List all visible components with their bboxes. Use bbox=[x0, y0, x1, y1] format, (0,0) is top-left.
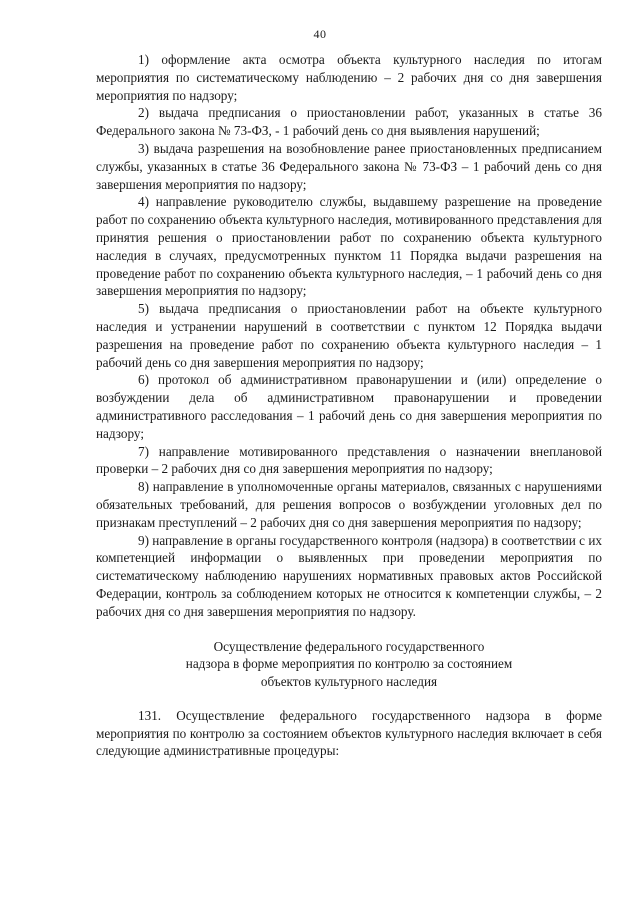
list-item-7: 7) направление мотивированного представления о назначении внеплановой проверки – 2 рабочих дня со дня завершения мероприятия по надзору; bbox=[96, 443, 602, 477]
list-item-5: 5) выдача предписания о приостановлении работ на объекте культурного наследия и устранении нарушений в соответствии с пунктом 12 Порядка выдачи разрешения на проведение работ по сохранению объекта культурного наследия – 1 рабочий день со дня завершения мероприятия по надзору; bbox=[96, 301, 602, 370]
list-item-2: 2) выдача предписания о приостановлении работ, указанных в статье 36 Федерального закона № 73-ФЗ, - 1 рабочий день со дня выявления нарушений; bbox=[96, 105, 602, 139]
list-item-1: 1) оформление акта осмотра объекта культурного наследия по итогам мероприятия по систематическому наблюдению – 2 рабочих дня со дня завершения мероприятия по надзору; bbox=[96, 52, 602, 103]
paragraph-131: 131. Осуществление федерального государственного надзора в форме мероприятия по контролю за состоянием объектов культурного наследия включает в себя следующие административные процедуры: bbox=[96, 707, 602, 759]
section-heading-line-3: объектов культурного наследия bbox=[260, 674, 438, 690]
list-item-6: 6) протокол об административном правонарушении и (или) определение о возбуждении дела об административном правонарушении и проведении административного расследования – 1 рабочий день со дня завершения мероприятия по надзору; bbox=[96, 372, 602, 441]
list-item-3: 3) выдача разрешения на возобновление ранее приостановленных предписанием службы, указанных в статье 36 Федерального закона № 73-ФЗ – 1 рабочий день со дня завершения мероприятия по надзору; bbox=[96, 140, 602, 192]
list-item-4: 4) направление руководителю службы, выдавшему разрешение на проведение работ по сохранению объекта культурного наследия, мотивированного представления для принятия решения о приостановлении работ по сохранению объекта культурного наследия в случаях, предусмотренных пунктом 11 Порядка выдачи разрешения на проведение работ по сохранению объекта культурного наследия, – 1 рабочий день со дня завершения мероприятия по надзору; bbox=[96, 194, 602, 299]
list-item-9: 9) направление в органы государственного контроля (надзора) в соответствии с их компетенцией информации о выявленных при проведении мероприятия по систематическому наблюдению нарушениях нормативных правовых актов Российской Федерации, контроль за соблюдением которых не относится к компетенции службы, – 2 рабочих дня со дня завершения мероприятия по надзору. bbox=[96, 532, 602, 619]
page-number: 40 bbox=[313, 27, 327, 41]
section-heading-line-2: надзора в форме мероприятия по контролю за состоянием bbox=[185, 656, 513, 672]
document-body bbox=[96, 51, 602, 760]
section-heading-line-1: Осуществление федерального государственного bbox=[213, 638, 485, 654]
section-heading bbox=[96, 638, 602, 691]
list-item-8: 8) направление в уполномоченные органы материалов, связанных с нарушениями обязательных требований, для решения вопросов о возбуждении уголовных дел по признакам преступлений – 2 рабочих дня со дня завершения мероприятия по надзору; bbox=[96, 479, 602, 530]
